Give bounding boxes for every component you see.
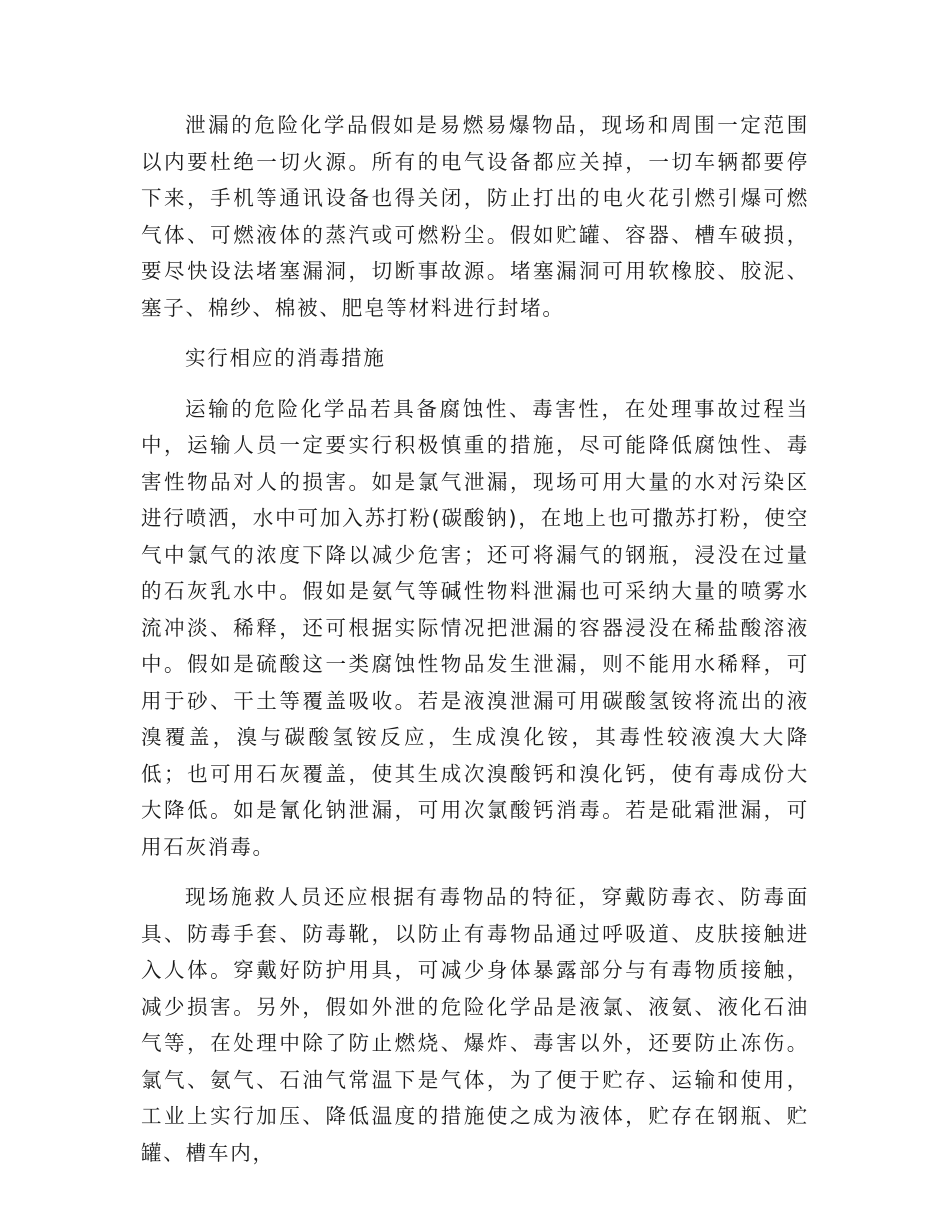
section-heading-disinfection: 实行相应的消毒措施: [185, 346, 386, 370]
paragraph-fire-prevention: 泄漏的危险化学品假如是易燃易爆物品，现场和周围一定范围以内要杜绝一切火源。所有的电气设备都应关掉，一切车辆都要停下来，手机等通讯设备也得关闭，防止打出的电火花引燃引爆可燃气体、可燃液体的蒸汽或可燃粉尘。假如贮罐、容器、槽车破损，要尽快设法堵塞漏洞，切断事故源。堵塞漏洞可用软橡胶、胶泥、塞子、棉纱、棉被、肥皂等材料进行封堵。: [141, 113, 809, 320]
paragraph-protective-equipment: 现场施救人员还应根据有毒物品的特征，穿戴防毒衣、防毒面具、防毒手套、防毒靴，以防止有毒物品通过呼吸道、皮肤接触进入人体。穿戴好防护用具，可减少身体暴露部分与有毒物质接触，减少损害。另外，假如外泄的危险化学品是液氯、液氨、液化石油气等，在处理中除了防止燃烧、爆炸、毒害以外，还要防止冻伤。氯气、氨气、石油气常温下是气体，为了便于贮存、运输和使用，工业上实行加压、降低温度的措施使之成为液体，贮存在钢瓶、贮罐、槽车内，: [141, 885, 809, 1165]
paragraph-disinfection-measures: 运输的危险化学品若具备腐蚀性、毒害性，在处理事故过程当中，运输人员一定要实行积极慎重的措施，尽可能降低腐蚀性、毒害性物品对人的损害。如是氯气泄漏，现场可用大量的水对污染区进行喷洒，水中可加入苏打粉(碳酸钠)，在地上也可撒苏打粉，使空气中氯气的浓度下降以减少危害；还可将漏气的钢瓶，浸没在过量的石灰乳水中。假如是氨气等碱性物料泄漏也可采纳大量的喷雾水流冲淡、稀释，还可根据实际情况把泄漏的容器浸没在稀盐酸溶液中。假如是硫酸这一类腐蚀性物品发生泄漏，则不能用水稀释，可用于砂、干土等覆盖吸收。若是液溴泄漏可用碳酸氢铵将流出的液溴覆盖，溴与碳酸氢铵反应，生成溴化铵，其毒性较液溴大大降低；也可用石灰覆盖，使其生成次溴酸钙和溴化钙，使有毒成份大大降低。如是氰化钠泄漏，可用次氯酸钙消毒。若是砒霜泄漏，可用石灰消毒。: [141, 396, 809, 859]
document-body: [141, 107, 809, 1185]
